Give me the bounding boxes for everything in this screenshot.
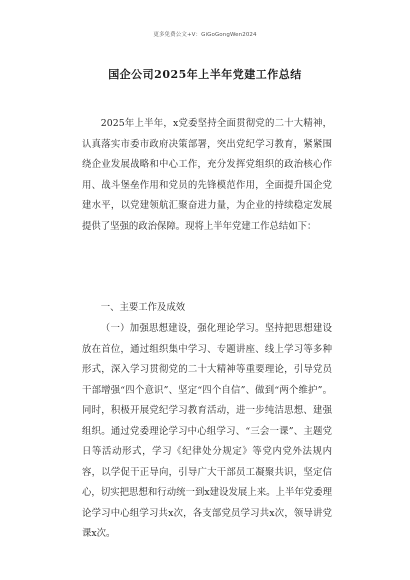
section-heading: 一、主要工作及成效: [100, 302, 186, 313]
header-note: 更多免费公文+V：GiGoGongWen2024: [153, 32, 257, 38]
intro-paragraph: 2025年上半年，x党委坚持全面贯彻党的二十大精神，认真落实市委市政府决策部署，突出党纪学习教育，紧紧围绕企业发展战略和中心工作，充分发挥党组织的政治核心作用、战斗堡垒作用和党员的先锋模范作用，全面提升国企党建水平，以党建领航汇聚奋进力量，为企业的持续稳定发展提供了坚强的政治保障。现将上半年党建工作总结如下：: [82, 118, 332, 232]
subsection-paragraph: （一）加强思想建设，强化理论学习。坚持把思想建设放在首位，通过组织集中学习、专题讲座、线上学习等多种形式，深入学习贯彻党的二十大精神等重要理论，引导党员干部增强“四个意识”、坚定“四个自信”、做到“两个维护”。同时，积极开展党纪学习教育活动，进一步纯洁思想、建强组织。通过党委理论学习中心组学习、“三会一课”、主题党日等活动形式，学习《纪律处分规定》等党内党外法规内容，以学促干正导向，引导广大干部员工凝聚共识，坚定信心，切实把思想和行动统一到x建设发展上来。上半年党委理论学习中心组学习共x次，各支部党员学习共x次，领导讲党课x次。: [82, 323, 332, 539]
document-title: 国企公司2025年上半年党建工作总结: [108, 68, 302, 81]
